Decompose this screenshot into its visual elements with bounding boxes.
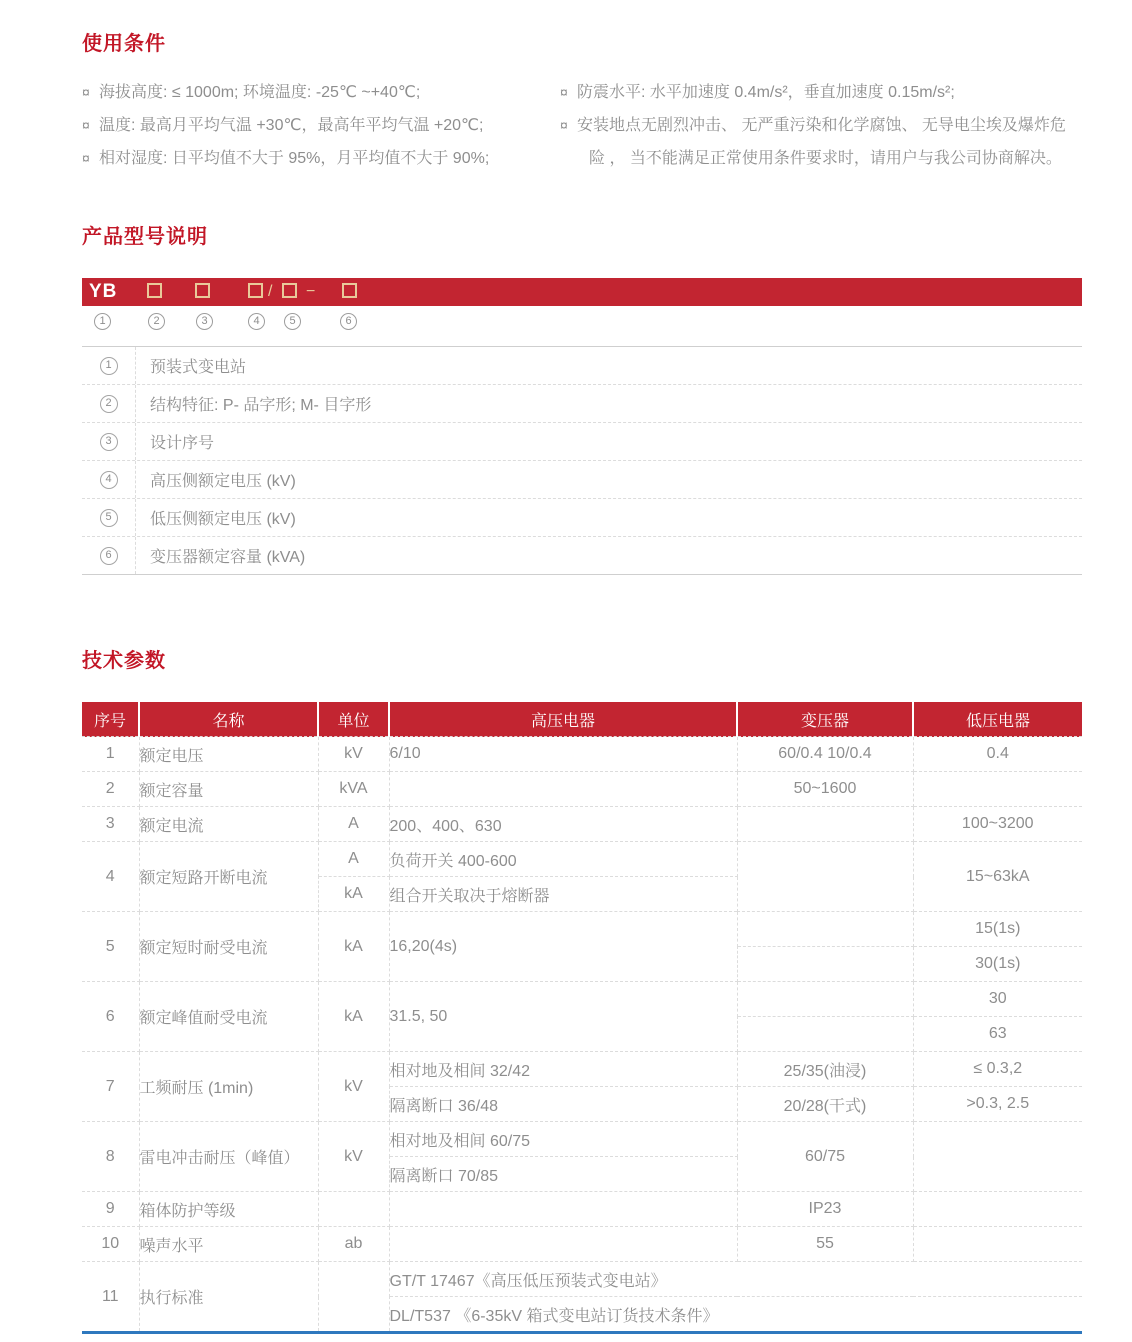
cell-hv [389, 1227, 737, 1262]
legend-number-5: 5 [284, 313, 301, 330]
usage-right-column [560, 76, 1082, 175]
table-row [82, 499, 1082, 537]
cell-lv: 100~3200 [913, 807, 1082, 842]
cell-no: 5 [82, 912, 139, 982]
cell-hv: 相对地及相间 32/42 [389, 1052, 737, 1087]
cell-standard: GT/T 17467《高压低压预装式变电站》 [389, 1262, 1082, 1297]
cell-name: 额定电压 [139, 737, 318, 772]
cell-unit: kA [318, 912, 389, 982]
table-row [82, 1052, 1082, 1087]
list-item [560, 109, 1082, 142]
cell-unit: kV [318, 1052, 389, 1122]
cell-no: 2 [82, 772, 139, 807]
cell-unit: kV [318, 1122, 389, 1192]
cell-transformer [737, 807, 913, 842]
table-row [82, 807, 1082, 842]
cell-transformer [737, 842, 913, 912]
list-item [82, 76, 560, 109]
row-description: 设计序号 [150, 435, 215, 452]
usage-item-humidity: 相对湿度: 日平均值不大于 95%，月平均值不大于 90%; [99, 150, 490, 167]
bullet-icon: ¤ [560, 117, 568, 133]
cell-lv [913, 1227, 1082, 1262]
legend-number-1: 1 [94, 313, 111, 330]
circled-number: 2 [100, 395, 118, 413]
circled-number: 5 [100, 509, 118, 527]
table-row [82, 385, 1082, 423]
table-row [82, 982, 1082, 1017]
cell-hv: 31.5, 50 [389, 982, 737, 1052]
circled-number: 6 [100, 547, 118, 565]
cell-name: 额定短路开断电流 [139, 842, 318, 912]
cell-name: 额定峰值耐受电流 [139, 982, 318, 1052]
table-row [82, 737, 1082, 772]
usage-conditions-title: 使用条件 [82, 33, 166, 55]
cell-name: 额定电流 [139, 807, 318, 842]
cell-name: 工频耐压 (1min) [139, 1052, 318, 1122]
technical-parameters-title: 技术参数 [82, 650, 166, 672]
table-row [82, 1122, 1082, 1157]
cell-transformer [737, 1017, 913, 1052]
header-hv-apparatus: 高压电器 [389, 702, 737, 737]
legend-number-4: 4 [248, 313, 265, 330]
header-lv-apparatus: 低压电器 [913, 702, 1082, 737]
row-number-cell [82, 461, 136, 498]
cell-lv: 0.4 [913, 737, 1082, 772]
cell-no: 9 [82, 1192, 139, 1227]
model-designation-title: 产品型号说明 [82, 226, 208, 248]
row-number-cell [82, 385, 136, 422]
model-slash: / [268, 283, 273, 300]
row-description: 高压侧额定电压 (kV) [150, 473, 296, 490]
technical-parameters-table [82, 702, 1082, 1334]
cell-unit [318, 1262, 389, 1333]
cell-name: 噪声水平 [139, 1227, 318, 1262]
circled-number: 4 [100, 471, 118, 489]
cell-transformer [737, 982, 913, 1017]
cell-unit: kA [318, 982, 389, 1052]
cell-hv: 6/10 [389, 737, 737, 772]
cell-name: 额定容量 [139, 772, 318, 807]
row-number-cell [82, 499, 136, 536]
cell-lv: >0.3, 2.5 [913, 1087, 1082, 1122]
legend-number-6: 6 [340, 313, 357, 330]
bullet-icon: ¤ [82, 117, 90, 133]
cell-lv [913, 772, 1082, 807]
cell-hv [389, 1192, 737, 1227]
table-row [82, 842, 1082, 877]
model-code-box-2 [147, 283, 162, 298]
cell-name: 雷电冲击耐压（峰值） [139, 1122, 318, 1192]
model-designation-table [82, 346, 1082, 575]
cell-unit: A [318, 807, 389, 842]
table-row [82, 1192, 1082, 1227]
cell-transformer [737, 947, 913, 982]
cell-lv [913, 1192, 1082, 1227]
cell-transformer [737, 912, 913, 947]
cell-name: 额定短时耐受电流 [139, 912, 318, 982]
cell-no: 7 [82, 1052, 139, 1122]
model-code-box-6 [342, 283, 357, 298]
model-code-box-5 [282, 283, 297, 298]
row-description: 预装式变电站 [150, 359, 247, 376]
model-legend-row [82, 313, 1082, 333]
model-code-bar [82, 278, 1082, 306]
cell-no: 6 [82, 982, 139, 1052]
cell-hv: 组合开关取决于熔断器 [389, 877, 737, 912]
circled-number: 3 [100, 433, 118, 451]
bullet-icon: ¤ [82, 150, 90, 166]
cell-transformer: 20/28(干式) [737, 1087, 913, 1122]
table-row [82, 347, 1082, 385]
model-code-box-4 [248, 283, 263, 298]
cell-transformer: IP23 [737, 1192, 913, 1227]
cell-unit: kVA [318, 772, 389, 807]
table-row [82, 772, 1082, 807]
row-description: 变压器额定容量 (kVA) [150, 549, 306, 566]
cell-name: 执行标准 [139, 1262, 318, 1333]
cell-no: 3 [82, 807, 139, 842]
list-item [82, 109, 560, 142]
usage-item-installation-cont: 险 ， 当不能满足正常使用条件要求时，请用户与我公司协商解决。 [589, 150, 1062, 167]
cell-no: 4 [82, 842, 139, 912]
cell-lv: ≤ 0.3,2 [913, 1052, 1082, 1087]
cell-hv: 负荷开关 400-600 [389, 842, 737, 877]
cell-transformer: 60/0.4 10/0.4 [737, 737, 913, 772]
cell-name: 箱体防护等级 [139, 1192, 318, 1227]
cell-no: 11 [82, 1262, 139, 1333]
cell-lv: 30 [913, 982, 1082, 1017]
row-number-cell [82, 423, 136, 460]
cell-no: 1 [82, 737, 139, 772]
cell-lv: 15(1s) [913, 912, 1082, 947]
cell-standard: DL/T537 《6-35kV 箱式变电站订货技术条件》 [389, 1297, 1082, 1333]
cell-lv: 30(1s) [913, 947, 1082, 982]
row-description: 结构特征: P- 品字形; M- 目字形 [150, 397, 372, 414]
model-dash: − [306, 283, 316, 300]
list-item [560, 76, 1082, 109]
cell-lv: 15~63kA [913, 842, 1082, 912]
legend-number-3: 3 [196, 313, 213, 330]
cell-unit: A [318, 842, 389, 877]
cell-no: 8 [82, 1122, 139, 1192]
row-number-cell [82, 347, 136, 384]
row-number-cell [82, 537, 136, 574]
cell-hv: 隔离断口 70/85 [389, 1157, 737, 1192]
cell-unit [318, 1192, 389, 1227]
cell-hv: 隔离断口 36/48 [389, 1087, 737, 1122]
table-row [82, 537, 1082, 574]
cell-no: 10 [82, 1227, 139, 1262]
bullet-icon: ¤ [82, 84, 90, 100]
header-seq: 序号 [82, 702, 139, 737]
table-header-row [82, 702, 1082, 737]
table-row [82, 1227, 1082, 1262]
cell-transformer: 60/75 [737, 1122, 913, 1192]
model-prefix: YB [89, 281, 118, 302]
cell-hv [389, 772, 737, 807]
circled-number: 1 [100, 357, 118, 375]
bullet-icon: ¤ [560, 84, 568, 100]
list-item [82, 142, 560, 175]
cell-unit: kV [318, 737, 389, 772]
cell-lv [913, 1122, 1082, 1192]
usage-left-column [82, 76, 560, 175]
model-code-box-3 [195, 283, 210, 298]
cell-hv: 16,20(4s) [389, 912, 737, 982]
usage-conditions-list [82, 76, 1082, 175]
usage-item-altitude: 海拔高度: ≤ 1000m; 环境温度: -25℃ ~+40℃; [99, 84, 421, 101]
cell-transformer: 25/35(油浸) [737, 1052, 913, 1087]
usage-item-temperature: 温度: 最高月平均气温 +30℃，最高年平均气温 +20℃; [99, 117, 484, 134]
cell-hv: 相对地及相间 60/75 [389, 1122, 737, 1157]
header-transformer: 变压器 [737, 702, 913, 737]
table-row [82, 423, 1082, 461]
cell-transformer: 55 [737, 1227, 913, 1262]
legend-number-2: 2 [148, 313, 165, 330]
table-row [82, 1262, 1082, 1297]
cell-hv: 200、400、630 [389, 807, 737, 842]
table-row [82, 912, 1082, 947]
cell-unit: kA [318, 877, 389, 912]
header-unit: 单位 [318, 702, 389, 737]
cell-unit: ab [318, 1227, 389, 1262]
cell-lv: 63 [913, 1017, 1082, 1052]
usage-item-installation: 安装地点无剧烈冲击、 无严重污染和化学腐蚀、 无导电尘埃及爆炸危 [577, 117, 1066, 134]
row-description: 低压侧额定电压 (kV) [150, 511, 296, 528]
cell-transformer: 50~1600 [737, 772, 913, 807]
usage-item-seismic: 防震水平: 水平加速度 0.4m/s²，垂直加速度 0.15m/s²; [577, 84, 955, 101]
header-name: 名称 [139, 702, 318, 737]
table-row [82, 461, 1082, 499]
